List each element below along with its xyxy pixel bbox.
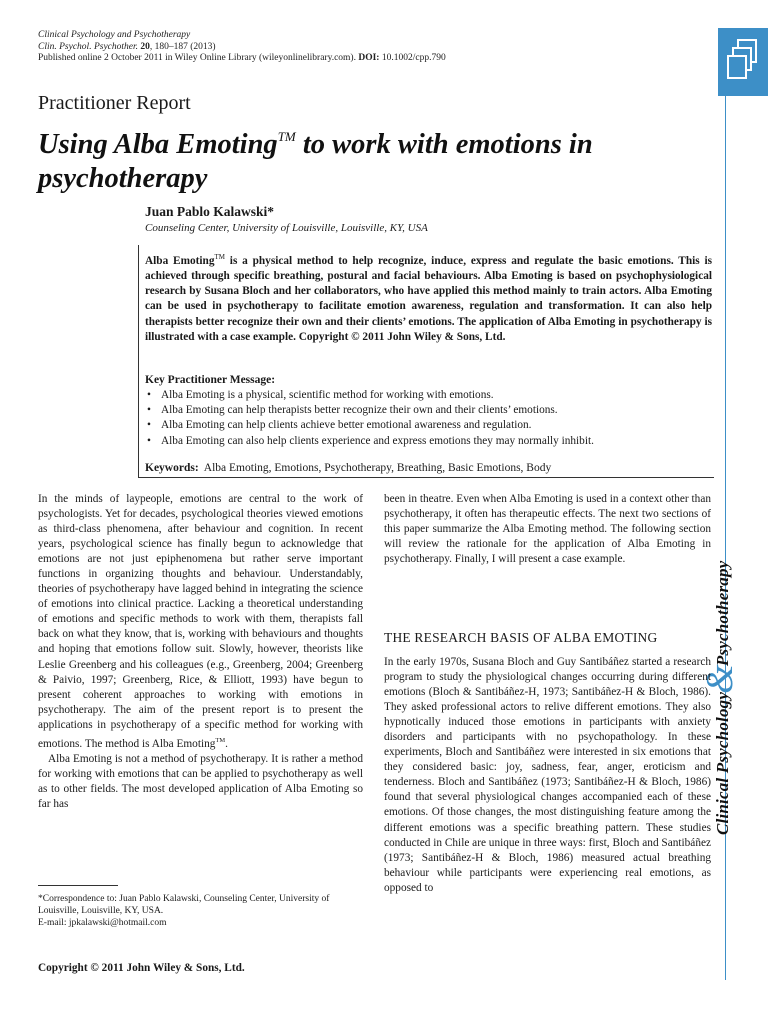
correspondence-note: *Correspondence to: Juan Pablo Kalawski, Counseling Center, University of Louisville, Louisville, KY, USA. <box>38 894 330 917</box>
author-affiliation: Counseling Center, University of Louisville, Louisville, KY, USA <box>145 222 428 234</box>
author-name: Juan Pablo Kalawski* <box>145 204 275 219</box>
stacked-pages-icon <box>726 38 760 84</box>
keywords-text: Alba Emoting, Emotions, Psychotherapy, Breathing, Basic Emotions, Body <box>203 462 552 474</box>
body-paragraph: In the early 1970s, Susana Bloch and Guy Santibáñez started a research program to study the physiological changes occurring during different emotions (Bloch & Santibáñez-H, 1973; Santibáñez-H & Bloch, 1986). They asked professional actors to relive different emotions. They also hypnotically induced those emotions in participants with anxiety disorders and participants with no psychopathology. In these experiments, Bloch and Santibáñez were interested in six emotions that they considered basic: joy, sadness, fear, anger, eroticism and tenderness. Bloch and Santibáñez (1973; Santibáñez-H & Bloch, 1986) found that several physiological changes accompanied each of these emotions. Of those changes, the most distinguishing feature among the different emotions was a specific breathing pattern. These studies conducted in Chile are unique in three ways: first, Bloch and Santibáñez (1973; Santibáñez-H & Bloch, 1986) measured actual breathing behaviour while participants were experiencing real emotions, as opposed to <box>384 656 711 894</box>
body-paragraph: Alba Emoting is not a method of psychotherapy. It is rather a method for working with emotions that can be applied to psychotherapy as well as to other fields. The most developed application of Alba Emoting so far has <box>38 752 363 810</box>
journal-side-rule <box>725 28 726 980</box>
body-left-p1: In the minds of laypeople, emotions are central to the work of psychologists. Yet for decades, psychological theories viewed emotions as third-class phenomena, after behaviour and cognition. In recent years, psychological science has finally begun to acknowledge that emotions are not just epiphenomena but rather serve important functions in organizing thoughts and behaviour. Understandably, theories of psychotherapy have lagged behind in integrating the science of emotions into clinical practice. Lacking a theoretical understanding of emotions and specific methods to work with them, therapists fall back on what they know, that is, working with behaviours and thoughts and hoping that emotions follow suit. Slowly, however, theorists like Leslie Greenberg and his colleagues (e.g., Greenberg, 2004; Greenberg & Paivio, 1997; Greenberg, Rice, & Elliott, 1993) have begun to present coherent approaches to working with emotions in psychotherapy. The aim of the present report is to present the applications in psychotherapy of a specific method for working with emotions. The method is Alba Emoting <box>38 493 363 750</box>
side-title-ampersand: & <box>699 664 741 694</box>
body-right-column <box>384 492 711 567</box>
key-message-item: • Alba Emoting can also help clients experience and express emotions they may normally inhibit. <box>145 434 712 449</box>
correspondence-email[interactable]: E-mail: jpkalawski@hotmail.com <box>38 918 167 929</box>
body-right-column-section <box>384 655 711 896</box>
doi-link[interactable]: 10.1002/cpp.790 <box>381 53 446 63</box>
title-part2: to work with emotions in <box>302 129 593 160</box>
footnote-divider <box>38 885 118 886</box>
keywords <box>145 462 551 474</box>
side-title-psychotherapy: Psychotherapy <box>713 560 732 667</box>
publication-info <box>38 53 446 65</box>
body-trademark: TM <box>215 736 226 744</box>
citation-pages-year: , 180–187 (2013) <box>149 41 216 52</box>
key-message-item: • Alba Emoting can help clients achieve better emotional awareness and regulation. <box>145 418 712 433</box>
body-left-p1-end: . <box>225 737 228 750</box>
journal-header <box>38 30 446 65</box>
side-title-clinical: Clinical Psychology <box>713 691 732 835</box>
article-title <box>38 120 718 196</box>
abstract <box>145 250 712 345</box>
doi-label: DOI: <box>358 53 380 63</box>
copyright-notice: Copyright © 2011 John Wiley & Sons, Ltd. <box>38 962 245 974</box>
section-heading: THE RESEARCH BASIS OF ALBA EMOTING <box>384 630 658 645</box>
key-message-heading: Key Practitioner Message: <box>145 374 276 386</box>
key-message-item: • Alba Emoting is a physical, scientific method for working with emotions. <box>145 388 712 403</box>
citation-abbrev: Clin. Psychol. Psychother. <box>38 41 138 52</box>
journal-name: Clinical Psychology and Psychotherapy <box>38 30 191 40</box>
article-type: Practitioner Report <box>38 92 191 114</box>
key-message-list <box>145 388 712 449</box>
title-line2: psychotherapy <box>38 163 208 194</box>
key-message-item: • Alba Emoting can help therapists better recognize their own and their clients’ emotions. <box>145 403 712 418</box>
body-paragraph: been in theatre. Even when Alba Emoting is used in a context other than psychotherapy, it often has therapeutic effects. The next two sections of this paper summarize the Alba Emoting method. The following section will review the rationale for the application of Alba Emoting in psychotherapy. Finally, I will present a case example. <box>384 493 711 566</box>
abstract-trademark: TM <box>214 253 225 261</box>
keywords-label: Keywords: <box>145 462 199 474</box>
title-trademark: TM <box>277 129 296 144</box>
abstract-lead: Alba Emoting <box>145 254 215 267</box>
citation-volume: 20 <box>140 41 150 52</box>
body-paragraph <box>38 492 363 752</box>
body-left-column <box>38 492 363 812</box>
title-part1: Using Alba Emoting <box>38 129 278 160</box>
footnote <box>38 893 363 930</box>
journal-citation <box>38 42 446 54</box>
published-online: Published online 2 October 2011 in Wiley Online Library (wileyonlinelibrary.com). <box>38 53 356 63</box>
abstract-text: is a physical method to help recognize, induce, express and regulate the basic emotions. This is achieved through specific breathing, postural and facial behaviours. Alba Emoting is based on psychophysiological research by Susana Bloch and her collaborators, who have applied this method mainly to train actors. Alba Emoting can be used in psychotherapy to facilitate emotion awareness, regulation and transformation. It can also help therapists better recognize their own and their clients’ emotions. The application of Alba Emoting in psychotherapy is illustrated with a case example. Copyright © 2011 John Wiley & Sons, Ltd. <box>145 254 712 343</box>
